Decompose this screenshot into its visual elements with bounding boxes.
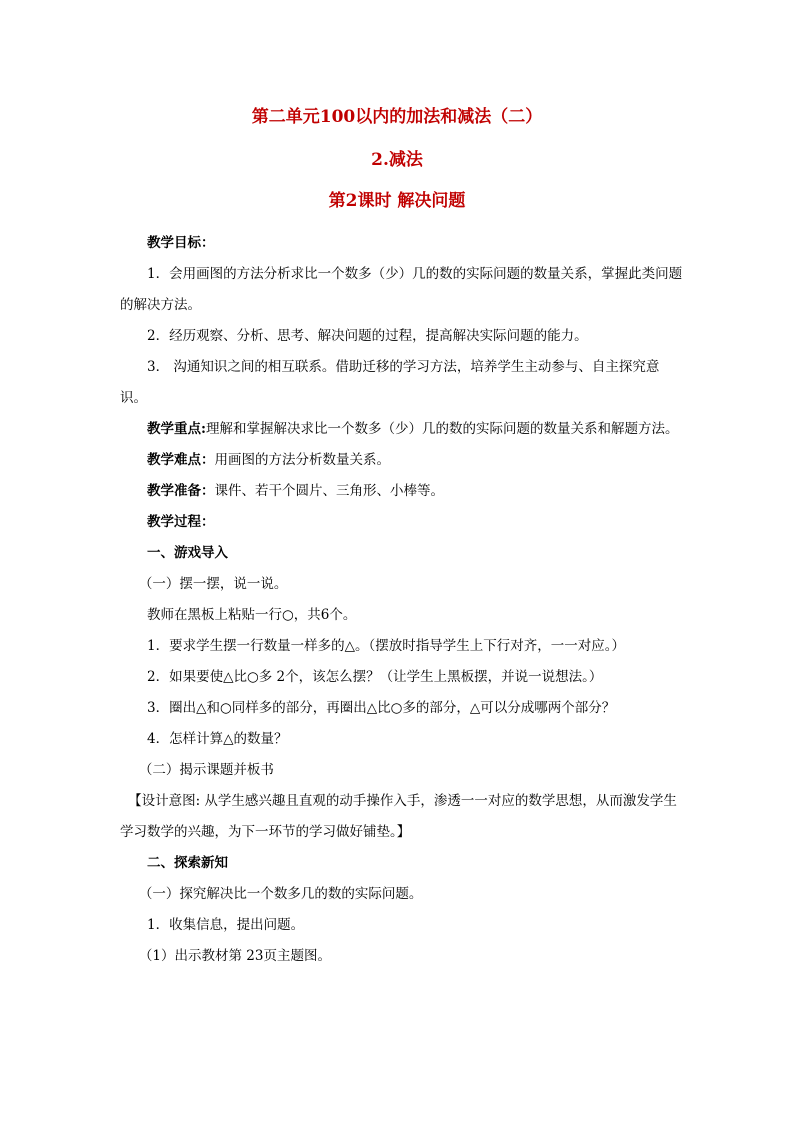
- difficulty: [120, 445, 686, 476]
- lesson-title: 第2课时 解决问题: [328, 191, 466, 211]
- objective-item: 2．经历观察、分析、思考、解决问题的过程，提高解决实际问题的能力。: [147, 328, 588, 344]
- key-points-label: 教学重点:: [147, 421, 206, 437]
- section1-heading: 一、游戏导入: [147, 545, 228, 561]
- section1-intro: 教师在黑板上粘贴一行○，共6个。: [147, 607, 357, 623]
- objectives-heading: 教学目标：: [147, 235, 215, 251]
- key-points: [120, 414, 686, 445]
- section2-heading: 二、探索新知: [147, 855, 228, 871]
- section1-step: 4．怎样计算△的数量？: [147, 731, 288, 747]
- section2-step-a: （1）出示教材第 23页主题图。: [138, 948, 331, 964]
- section1-sub2: （二）揭示课题并板书: [138, 762, 274, 778]
- difficulty-label: 教学难点：: [147, 452, 215, 468]
- section1-step: 1．要求学生摆一行数量一样多的△。（摆放时指导学生上下行对齐，一一对应。）: [147, 638, 625, 654]
- section1-step: 2．如果要使△比○多 2个，该怎么摆？（让学生上黑板摆，并说一说想法。）: [147, 669, 603, 685]
- process-heading: 教学过程：: [147, 514, 215, 530]
- lesson-body: [120, 228, 686, 972]
- objective-item: 3． 沟通知识之间的相互联系。借助迁移的学习方法，培养学生主动参与、自主探究意识。: [120, 359, 660, 406]
- section2-sub1: （一）探究解决比一个数多几的数的实际问题。: [138, 886, 423, 902]
- section-title: 2.减法: [371, 150, 423, 170]
- objective-item: 1．会用画图的方法分析求比一个数多（少）几的数的实际问题的数量关系，掌握此类问题的解决方法。: [120, 266, 683, 313]
- key-points-text: 理解和掌握解决求比一个数多（少）几的数的实际问题的数量关系和解题方法。: [205, 421, 679, 437]
- section1-step: 3．圈出△和○同样多的部分，再圈出△比○多的部分，△可以分成哪两个部分？: [147, 700, 616, 716]
- preparation-label: 教学准备：: [147, 483, 215, 499]
- unit-title: 第二单元100以内的加法和减法（二）: [251, 107, 543, 127]
- difficulty-text: 用画图的方法分析数量关系。: [214, 452, 390, 468]
- section2-step: 1．收集信息，提出问题。: [147, 917, 305, 933]
- section1-sub1: （一）摆一摆，说一说。: [138, 576, 288, 592]
- preparation-text: 课件、若干个圆片、三角形、小棒等。: [214, 483, 444, 499]
- preparation: [120, 476, 686, 507]
- design-note: 【设计意图: 从学生感兴趣且直观的动手操作入手，渗透一一对应的数学思想，从而激发学生学习数学的兴趣，为下一环节的学习做好铺垫。】: [120, 793, 677, 840]
